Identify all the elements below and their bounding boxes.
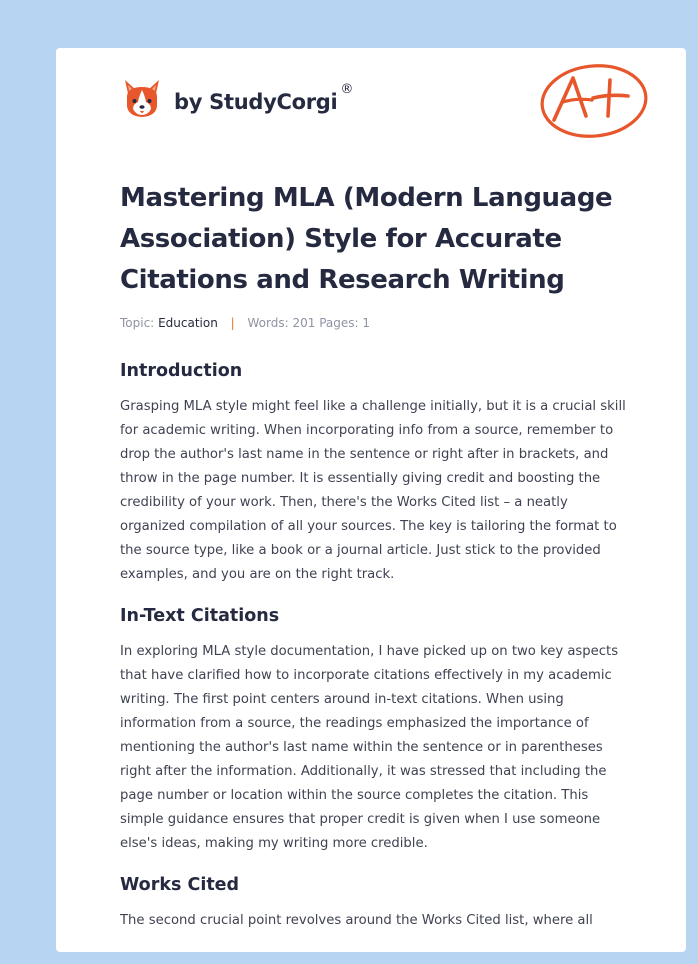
page-count: Pages: 1: [319, 316, 370, 330]
studycorgi-logo[interactable]: [120, 76, 353, 120]
section-heading-introduction: Introduction: [120, 361, 243, 381]
word-count: Words: 201: [247, 316, 316, 330]
topic-label: Topic:: [120, 316, 155, 330]
section-paragraph-works-cited: The second crucial point revolves around the Works Cited list, where all: [120, 913, 593, 928]
section-heading-works-cited: Works Cited: [120, 875, 240, 895]
brand-name: by StudyCorgi: [174, 90, 338, 114]
registered-mark: ®: [340, 81, 354, 97]
page-header: [56, 48, 686, 168]
section-paragraph-introduction: Grasping MLA style might feel like a challenge initially, but it is a crucial skill for academic writing. When incorporating info from a source, remember to drop the author's last name in the sentence or right after in brackets, and throw in the page number. It is essentially giving credit and boosting the credibility of your work. Then, there's the Works Cited list – a neatly organized compilation of all your sources. The key is tailoring the format to the source type, like a book or a journal article. Just stick to the provided examples, and you are on the right track.: [120, 399, 626, 582]
topic-link[interactable]: Education: [158, 316, 218, 330]
page-title: Mastering MLA (Modern Language Association) Style for Accurate Citations and Research Writing: [120, 183, 613, 295]
section-heading-in-text-citations: In-Text Citations: [120, 606, 280, 626]
meta-separator: |: [230, 316, 235, 330]
section-paragraph-in-text-citations: In exploring MLA style documentation, I have picked up on two key aspects that have clarified how to incorporate citations effectively in my academic writing. The first point centers around in-text citations. When using information from a source, the readings emphasized the importance of mentioning the author's last name within the sentence or in parentheses right after the information. Additionally, it was stressed that including the page number or location within the source completes the citation. This simple guidance ensures that proper credit is given when I use someone else's ideas, making my writing more credible.: [120, 644, 619, 851]
document-page: [56, 48, 686, 952]
article-meta: [120, 313, 632, 333]
a-plus-badge-icon: [536, 58, 652, 140]
corgi-logo-icon: [120, 76, 164, 120]
article: [120, 178, 632, 933]
